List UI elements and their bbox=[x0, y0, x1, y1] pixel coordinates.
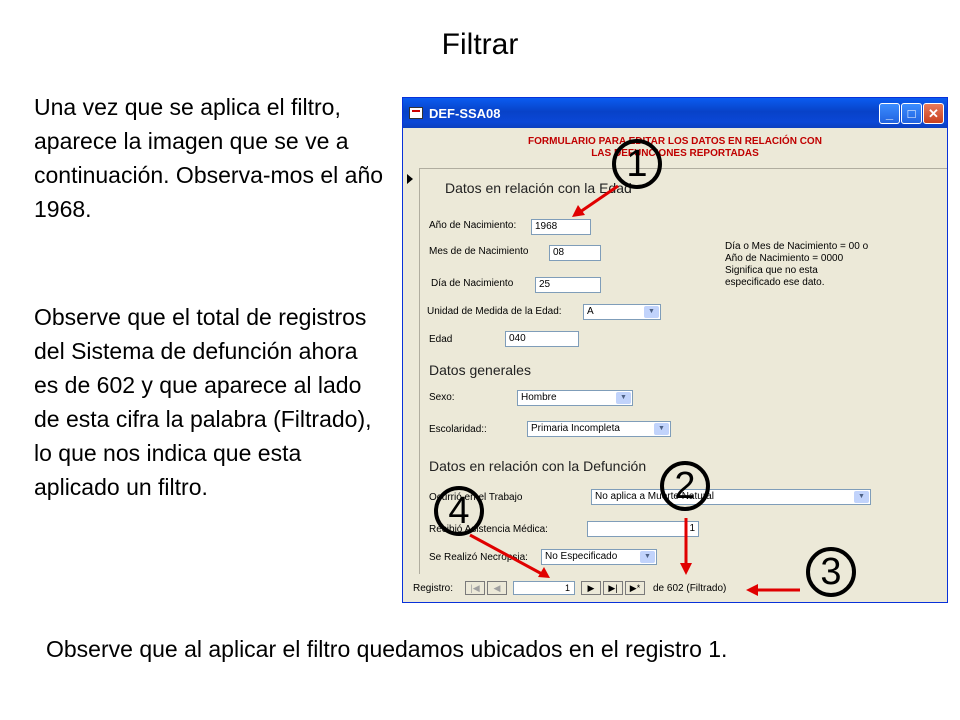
explanation-paragraph-2: Observe que el total de registros del Sistema de defunción ahora es de 602 y que aparece al lado de esta cifra la palabra (Filtrado), lo que nos indica que esta aplicado un filtro. bbox=[34, 304, 372, 500]
bottom-note: Observe que al aplicar el filtro quedamos ubicados en el registro 1. bbox=[46, 636, 728, 662]
dropdown-arrow-icon[interactable]: ▼ bbox=[644, 306, 659, 318]
unidad-medida-label: Unidad de Medida de la Edad: bbox=[427, 306, 562, 317]
arrowhead-2 bbox=[680, 563, 692, 575]
callout-3: 3 bbox=[806, 547, 856, 597]
callout-4: 4 bbox=[434, 486, 484, 536]
necropsia-label: Se Realizó Necropsia: bbox=[429, 552, 528, 563]
minimize-button[interactable]: _ bbox=[879, 103, 900, 124]
note-line: Año de Nacimiento = 0000 bbox=[725, 253, 844, 264]
dropdown-arrow-icon[interactable]: ▼ bbox=[616, 392, 631, 404]
edad-label: Edad bbox=[429, 334, 453, 345]
trabajo-label: Ocurrió en el Trabajo bbox=[429, 492, 523, 503]
anio-nacimiento-field[interactable]: 1968 bbox=[531, 219, 591, 235]
callout-2: 2 bbox=[660, 461, 710, 511]
slide-title: Filtrar bbox=[441, 28, 519, 61]
necropsia-value: No Especificado bbox=[545, 551, 618, 562]
new-record-button[interactable]: ▶* bbox=[625, 581, 645, 595]
arrow-4 bbox=[470, 535, 542, 574]
escolaridad-value: Primaria Incompleta bbox=[531, 423, 620, 434]
first-record-button[interactable]: |◀ bbox=[465, 581, 485, 595]
mes-nacimiento-label: Mes de de Nacimiento bbox=[429, 246, 529, 257]
registro-label: Registro: bbox=[413, 583, 454, 594]
mes-nacimiento-field[interactable]: 08 bbox=[549, 245, 601, 261]
form-header-line-2: LAS DEFUNCIONES REPORTADAS bbox=[591, 148, 759, 159]
arrow-1 bbox=[580, 186, 618, 212]
section-edad: Datos en relación con la Edad bbox=[445, 180, 632, 196]
dia-nacimiento-label: Día de Nacimiento bbox=[431, 278, 514, 289]
window-title: DEF-SSA08 bbox=[429, 106, 501, 121]
sexo-label: Sexo: bbox=[429, 392, 455, 403]
record-total-filtered: de 602 (Filtrado) bbox=[653, 583, 727, 594]
explanation-paragraph-1: Una vez que se aplica el filtro, aparece la imagen que se ve a continuación. Observa-mos el año 1968. bbox=[34, 94, 384, 222]
unidad-medida-value: A bbox=[587, 306, 594, 317]
maximize-button[interactable]: □ bbox=[901, 103, 922, 124]
dropdown-arrow-icon[interactable]: ▼ bbox=[640, 551, 655, 563]
current-record-field[interactable]: 1 bbox=[513, 581, 575, 595]
escolaridad-label: Escolaridad:: bbox=[429, 424, 487, 435]
form-header-line-1: FORMULARIO PARA EDITAR LOS DATOS EN RELACIÓN CON bbox=[528, 136, 822, 147]
note-line: Día o Mes de Nacimiento = 00 o bbox=[725, 241, 869, 252]
asistencia-label: Recibió Asistencia Médica: bbox=[429, 524, 548, 535]
sexo-value: Hombre bbox=[521, 392, 557, 403]
dropdown-arrow-icon[interactable]: ▼ bbox=[654, 423, 669, 435]
asistencia-field[interactable]: 1 bbox=[587, 521, 699, 537]
note-line: Significa que no esta bbox=[725, 265, 818, 276]
note-line: especificado ese dato. bbox=[725, 277, 825, 288]
trabajo-value: No aplica a Muerte Natural bbox=[595, 491, 714, 502]
callout-1: 1 bbox=[612, 139, 662, 189]
section-defuncion: Datos en relación con la Defunción bbox=[429, 458, 647, 474]
close-button[interactable]: ✕ bbox=[923, 103, 944, 124]
next-record-button[interactable]: ▶ bbox=[581, 581, 601, 595]
previous-record-button[interactable]: ◀ bbox=[487, 581, 507, 595]
edad-field[interactable]: 040 bbox=[505, 331, 579, 347]
dia-nacimiento-field[interactable]: 25 bbox=[535, 277, 601, 293]
dropdown-arrow-icon[interactable]: ▼ bbox=[854, 491, 869, 503]
section-generales: Datos generales bbox=[429, 362, 531, 378]
anio-nacimiento-label: Año de Nacimiento: bbox=[429, 220, 517, 231]
last-record-button[interactable]: ▶| bbox=[603, 581, 623, 595]
arrowhead-3 bbox=[746, 584, 758, 596]
